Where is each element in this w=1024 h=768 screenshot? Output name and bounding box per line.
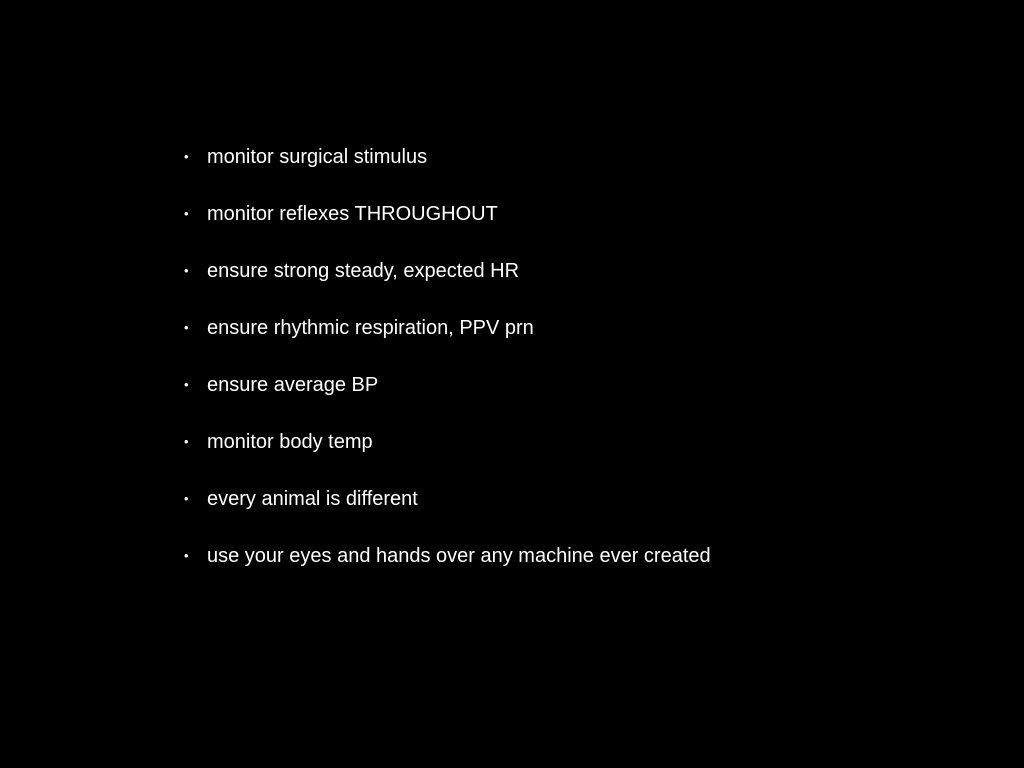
list-item bbox=[180, 314, 711, 371]
bullet-icon: • bbox=[184, 491, 189, 506]
list-item bbox=[180, 200, 711, 257]
list-item bbox=[180, 542, 711, 599]
bullet-list bbox=[180, 143, 711, 599]
bullet-text: monitor reflexes THROUGHOUT bbox=[207, 203, 498, 225]
bullet-icon: • bbox=[184, 206, 189, 221]
bullet-icon: • bbox=[184, 149, 189, 164]
bullet-icon: • bbox=[184, 548, 189, 563]
bullet-text: use your eyes and hands over any machine ever created bbox=[207, 545, 711, 567]
bullet-text: monitor body temp bbox=[207, 431, 373, 453]
bullet-icon: • bbox=[184, 263, 189, 278]
bullet-text: ensure average BP bbox=[207, 374, 379, 396]
list-item bbox=[180, 428, 711, 485]
bullet-text: monitor surgical stimulus bbox=[207, 146, 428, 168]
bullet-text: every animal is different bbox=[207, 488, 418, 510]
list-item bbox=[180, 371, 711, 428]
list-item bbox=[180, 143, 711, 200]
list-item bbox=[180, 257, 711, 314]
list-item bbox=[180, 485, 711, 542]
bullet-text: ensure rhythmic respiration, PPV prn bbox=[207, 317, 534, 339]
bullet-text: ensure strong steady, expected HR bbox=[207, 260, 520, 282]
bullet-icon: • bbox=[184, 320, 189, 335]
bullet-icon: • bbox=[184, 377, 189, 392]
bullet-icon: • bbox=[184, 434, 189, 449]
